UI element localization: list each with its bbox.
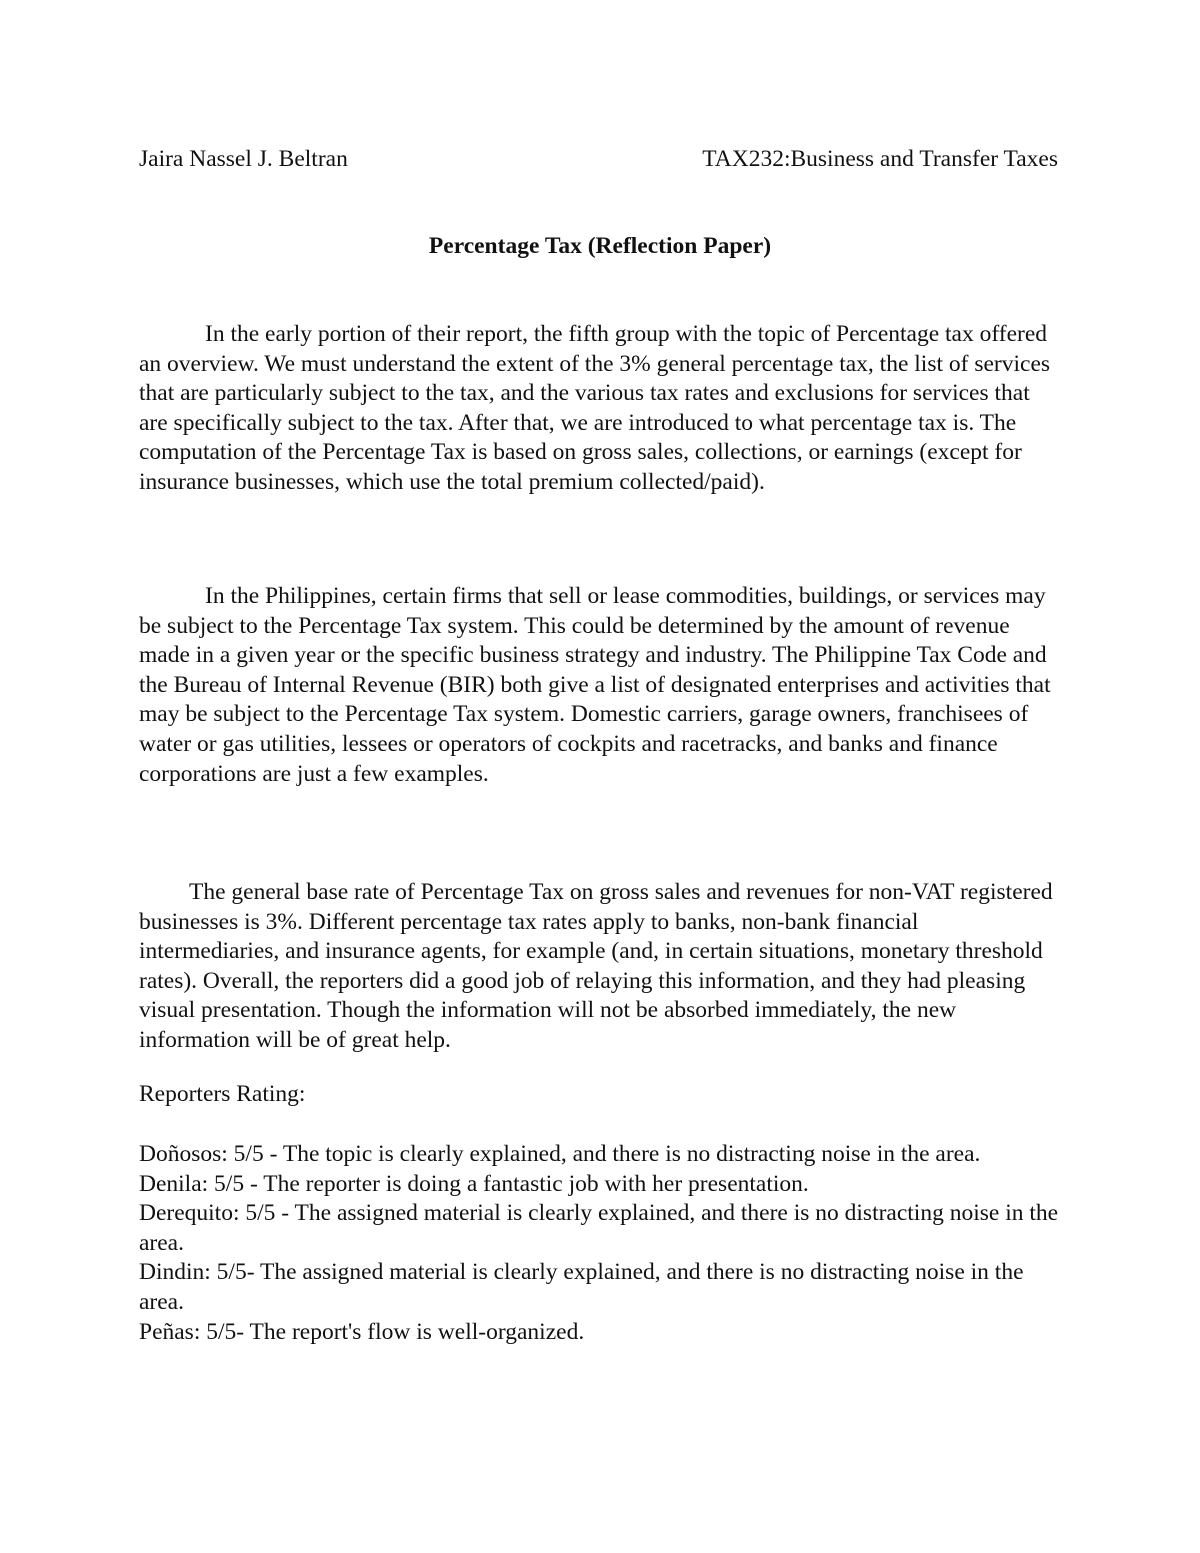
rating-item-derequito: Derequito: 5/5 - The assigned material is clearly explained, and there is no distracting noise in the area.: [139, 1200, 1059, 1256]
ratings-list: [139, 1140, 1064, 1347]
ratings-heading: Reporters Rating:: [139, 1081, 306, 1107]
body-paragraph-3: The general base rate of Percentage Tax on gross sales and revenues for non-VAT registered businesses is 3%. Different percentage tax rates apply to banks, non-bank financial intermediaries, and insurance agents, for example (and, in certain situations, monetary threshold rates). Overall, the reporters did a good job of relaying this information, and they had pleasing visual presentation. Though the information will not be absorbed immediately, the new information will be of great help.: [139, 879, 1053, 1053]
rating-item-donosos: Doñosos: 5/5 - The topic is clearly explained, and there is no distracting noise in the area.: [139, 1141, 981, 1167]
rating-item-denila: Denila: 5/5 - The reporter is doing a fantastic job with her presentation.: [139, 1170, 809, 1197]
rating-item-dindin: Dindin: 5/5- The assigned material is clearly explained, and there is no distracting noise in the area.: [139, 1259, 1024, 1315]
author-name: Jaira Nassel J. Beltran: [139, 146, 348, 172]
page-title: Percentage Tax (Reflection Paper): [428, 233, 772, 259]
course-name: TAX232:Business and Transfer Taxes: [702, 146, 1058, 172]
body-paragraph-2: In the Philippines, certain firms that sell or lease commodities, buildings, or services may be subject to the Percentage Tax system. This could be determined by the amount of revenue made in a given year or the specific business strategy and industry. The Philippine Tax Code and the Bureau of Internal Revenue (BIR) both give a list of designated enterprises and activities that may be subject to the Percentage Tax system. Domestic carriers, garage owners, franchisees of water or gas utilities, lessees or operators of cockpits and racetracks, and banks and finance corporations are just a few examples.: [139, 583, 1051, 787]
rating-item-penas: Peñas: 5/5- The report's flow is well-organized.: [139, 1318, 585, 1345]
body-paragraph-1: In the early portion of their report, the fifth group with the topic of Percentage tax offered an overview. We must understand the extent of the 3% general percentage tax, the list of services that are particularly subject to the tax, and the various tax rates and exclusions for services that are specifically subject to the tax. After that, we are introduced to what percentage tax is. The computation of the Percentage Tax is based on gross sales, collections, or earnings (except for insurance businesses, which use the total premium collected/paid).: [139, 321, 1051, 495]
